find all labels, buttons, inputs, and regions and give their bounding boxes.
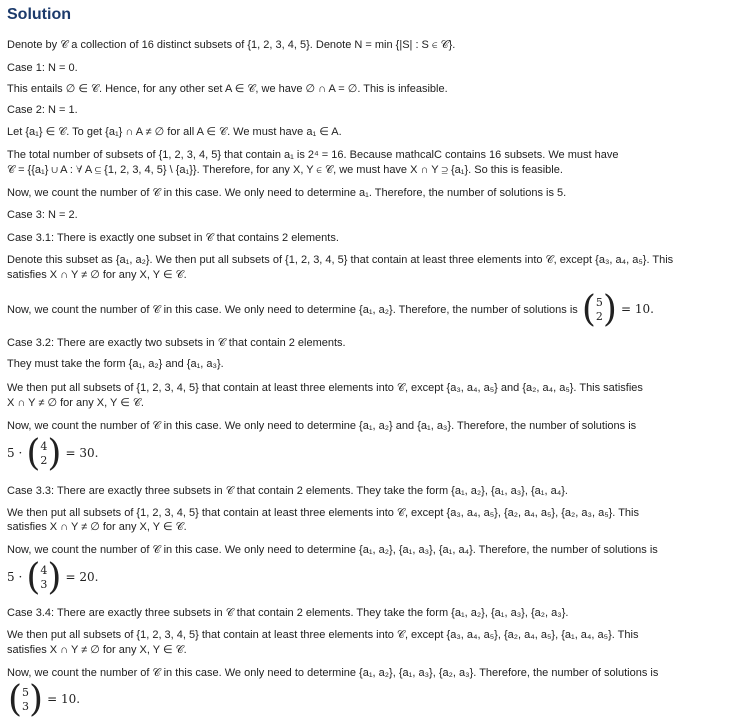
binomial-5-2: ( 5 2 ): [581, 289, 617, 330]
case-3-1-result-value: = 10.: [621, 301, 654, 316]
case-3-1-result: [7, 289, 654, 330]
case-3-4-result-value: = 10.: [47, 691, 81, 706]
case-3-2-heading: Case 3.2: There are exactly two subsets in 𝒞 that contain 2 elements.: [7, 337, 346, 349]
binom-top: 4: [40, 440, 48, 453]
paragraph-definition: Denote by 𝒞 a collection of 16 distinct subsets of {1, 2, 3, 4, 5}. Denote N = min {|S| : S ∈ 𝒞}.: [7, 39, 456, 51]
case-2-count-text: The total number of subsets of {1, 2, 3, 4, 5} that contain a₁ is 2⁴ = 16. Because mathcalC contains 16 subsets. We must have: [7, 149, 619, 161]
case-3-4-condition: satisfies X ∩ Y ≠ ∅ for any X, Y ∈ 𝒞.: [7, 644, 187, 656]
binom-bottom: 2: [40, 454, 48, 467]
case-2-result: Now, we count the number of 𝒞 in this case. We only need to determine a₁. Therefore, the number of solutions is 5.: [7, 187, 567, 199]
binomial-4-3: ( 4 3 ): [26, 557, 62, 598]
case-3-1-condition: satisfies X ∩ Y ≠ ∅ for any X, Y ∈ 𝒞.: [7, 269, 187, 281]
binom-top: 5: [22, 686, 30, 699]
binom-bottom: 2: [595, 310, 603, 323]
case-3-4-count: Now, we count the number of 𝒞 in this case. We only need to determine {a₁, a₂}, {a₁, a₃}, {a₂, a₃}. Therefore, the number of solutions is: [7, 667, 659, 679]
case-3-2-result-value: = 30.: [65, 445, 99, 460]
binom-top: 4: [40, 564, 48, 577]
page-title: Solution: [7, 6, 71, 23]
case-3-1-text: Denote this subset as {a₁, a₂}. We then put all subsets of {1, 2, 3, 4, 5} that contain at least three elements into 𝒞, except {a₃, a₄, a₅}. This: [7, 254, 674, 266]
case-3-3-result-value: = 20.: [65, 569, 99, 584]
case-3-2-result: [7, 433, 99, 474]
case-3-heading: Case 3: N = 2.: [7, 209, 78, 221]
case-3-4-heading: Case 3.4: There are exactly three subsets in 𝒞 that contain 2 elements. They take the form {a₁, a₂}, {a₁, a₃}, {a₂, a₃}.: [7, 607, 569, 619]
case-3-3-text: We then put all subsets of {1, 2, 3, 4, 5} that contain at least three elements into 𝒞, except {a₃, a₄, a₅}, {a₂, a₄, a₅}, {a₂, a₃, a₅}. This: [7, 507, 639, 519]
case-3-2-form: They must take the form {a₁, a₂} and {a₁, a₃}.: [7, 358, 224, 370]
binomial-4-2: ( 4 2 ): [26, 433, 62, 474]
case-1-heading: Case 1: N = 0.: [7, 62, 78, 74]
case-3-4-result: [7, 679, 81, 720]
case-3-4-text: We then put all subsets of {1, 2, 3, 4, 5} that contain at least three elements into 𝒞, except {a₃, a₄, a₅}, {a₂, a₄, a₅}, {a₁, a₄, a₅}. This: [7, 629, 639, 641]
binom-top: 5: [595, 296, 603, 309]
case-3-2-count: Now, we count the number of 𝒞 in this case. We only need to determine {a₁, a₂} and {a₁, a₃}. Therefore, the number of solutions is: [7, 420, 637, 432]
case-3-3-count: Now, we count the number of 𝒞 in this case. We only need to determine {a₁, a₂}, {a₁, a₃}, {a₁, a₄}. Therefore, the number of solutions is: [7, 544, 658, 556]
case-3-3-condition: satisfies X ∩ Y ≠ ∅ for any X, Y ∈ 𝒞.: [7, 521, 187, 533]
case-3-3-result: [7, 557, 99, 598]
case-1-text: This entails ∅ ∈ 𝒞. Hence, for any other set A ∈ 𝒞, we have ∅ ∩ A = ∅. This is infeasible.: [7, 83, 448, 95]
case-2-text: Let {a₁} ∈ 𝒞. To get {a₁} ∩ A ≠ ∅ for all A ∈ 𝒞. We must have a₁ ∈ A.: [7, 126, 342, 138]
binomial-5-3: ( 5 3 ): [8, 679, 44, 720]
case-3-1-result-text: Now, we count the number of 𝒞 in this case. We only need to determine {a₁, a₂}. Therefore, the number of solutions is: [7, 303, 578, 316]
case-3-1-heading: Case 3.1: There is exactly one subset in 𝒞 that contains 2 elements.: [7, 232, 339, 244]
case-2-heading: Case 2: N = 1.: [7, 104, 78, 116]
case-3-2-condition: X ∩ Y ≠ ∅ for any X, Y ∈ 𝒞.: [7, 397, 144, 409]
case-3-2-factor: 5 ·: [7, 445, 23, 460]
binom-bottom: 3: [40, 578, 48, 591]
case-2-set-definition: 𝒞 = {{a₁} ∪ A : ∀ A ⊆ {1, 2, 3, 4, 5} \ {a₁}}. Therefore, for any X, Y ∈ 𝒞, we must have X ∩ Y ⊇ {a₁}. So this is feasible.: [7, 164, 563, 176]
case-3-2-text: We then put all subsets of {1, 2, 3, 4, 5} that contain at least three elements into 𝒞, except {a₃, a₄, a₅} and {a₂, a₄, a₅}. This satisfies: [7, 382, 643, 394]
case-3-3-factor: 5 ·: [7, 569, 23, 584]
case-3-3-heading: Case 3.3: There are exactly three subsets in 𝒞 that contain 2 elements. They take the form {a₁, a₂}, {a₁, a₃}, {a₁, a₄}.: [7, 485, 568, 497]
binom-bottom: 3: [22, 700, 30, 713]
